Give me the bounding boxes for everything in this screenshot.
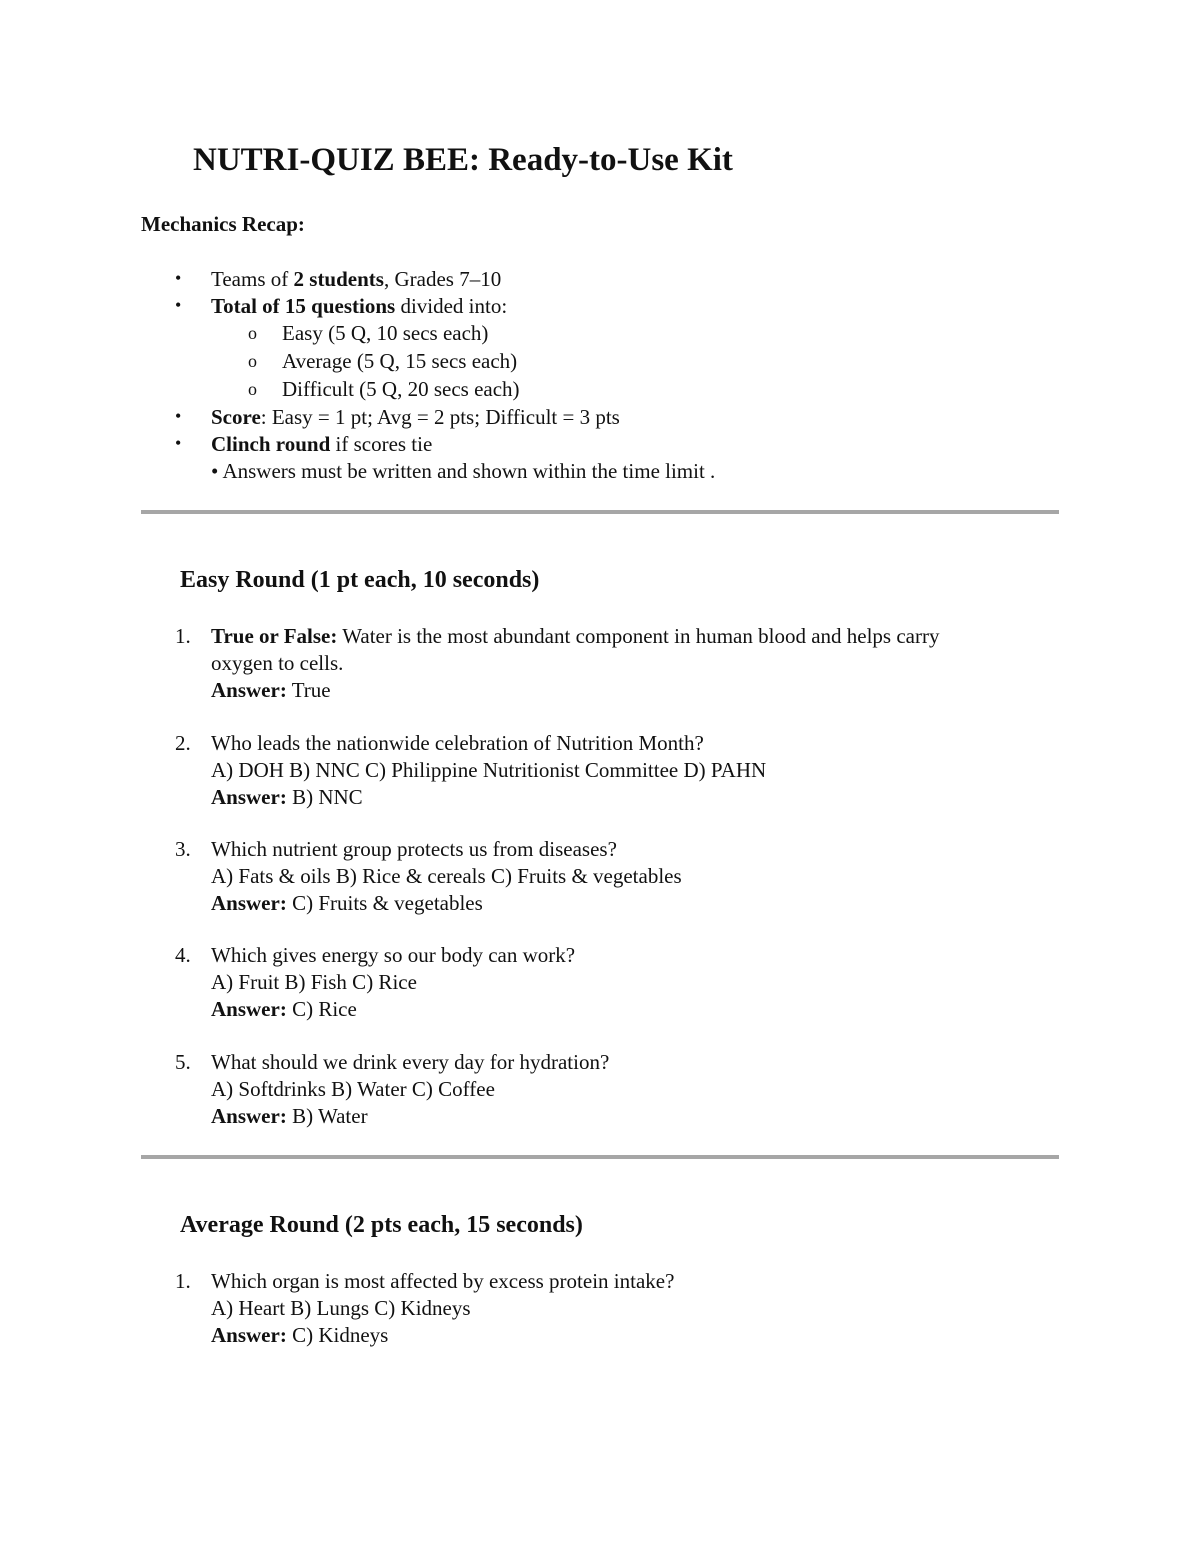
list-item: Score: Easy = 1 pt; Avg = 2 pts; Difficult = 3 pts [211, 405, 620, 429]
question-item: True or False: Water is the most abundant component in human blood and helps carry oxygen to cells. Answer: True [211, 624, 940, 702]
mechanics-note: • Answers must be written and shown within the time limit . [211, 459, 716, 483]
question-number: 4. [175, 943, 191, 967]
question-number: 3. [175, 837, 191, 861]
question-item: Who leads the nationwide celebration of Nutrition Month? A) DOH B) NNC C) Philippine Nutritionist Committee D) PAHN Answer: B) NNC [211, 731, 767, 809]
question-item: Which nutrient group protects us from diseases? A) Fats & oils B) Rice & cereals C) Fruits & vegetables Answer: C) Fruits & vegetables [211, 837, 682, 915]
sub-list-item: Average (5 Q, 15 secs each) [282, 349, 518, 373]
section-divider [141, 1155, 1059, 1159]
question-number: 5. [175, 1050, 191, 1074]
answer-line: Answer: B) NNC [211, 785, 363, 809]
question-number: 2. [175, 731, 191, 755]
bullet-glyph: • [175, 295, 182, 315]
bullet-glyph: • [175, 406, 182, 426]
answer-line: Answer: C) Kidneys [211, 1323, 389, 1347]
question-item: Which gives energy so our body can work? A) Fruit B) Fish C) Rice Answer: C) Rice [211, 943, 576, 1021]
sub-list-item: Easy (5 Q, 10 secs each) [282, 321, 489, 345]
answer-line: Answer: B) Water [211, 1104, 368, 1128]
sub-list-item: Difficult (5 Q, 20 secs each) [282, 377, 520, 401]
question-number: 1. [175, 624, 191, 648]
easy-round-heading: Easy Round (1 pt each, 10 seconds) [180, 567, 540, 593]
list-item: Teams of 2 students, Grades 7–10 [211, 267, 502, 291]
sub-bullet-glyph: o [248, 351, 257, 371]
average-round-heading: Average Round (2 pts each, 15 seconds) [180, 1212, 583, 1238]
section-divider [141, 510, 1059, 514]
bullet-glyph: • [175, 268, 182, 288]
answer-line: Answer: C) Rice [211, 997, 357, 1021]
question-item: Which organ is most affected by excess protein intake? A) Heart B) Lungs C) Kidneys Answer: C) Kidneys [211, 1269, 675, 1347]
question-number: 1. [175, 1269, 191, 1293]
list-item: Clinch round if scores tie [211, 432, 433, 456]
sub-bullet-glyph: o [248, 379, 257, 399]
list-item: Total of 15 questions divided into: [211, 294, 508, 318]
question-item: What should we drink every day for hydration? A) Softdrinks B) Water C) Coffee Answer: B) Water [211, 1050, 610, 1128]
answer-line: Answer: C) Fruits & vegetables [211, 891, 483, 915]
answer-line: Answer: True [211, 678, 331, 702]
mechanics-heading: Mechanics Recap: [141, 212, 305, 236]
page-title: NUTRI-QUIZ BEE: Ready-to-Use Kit [193, 142, 733, 178]
sub-bullet-glyph: o [248, 323, 257, 343]
bullet-glyph: • [175, 433, 182, 453]
